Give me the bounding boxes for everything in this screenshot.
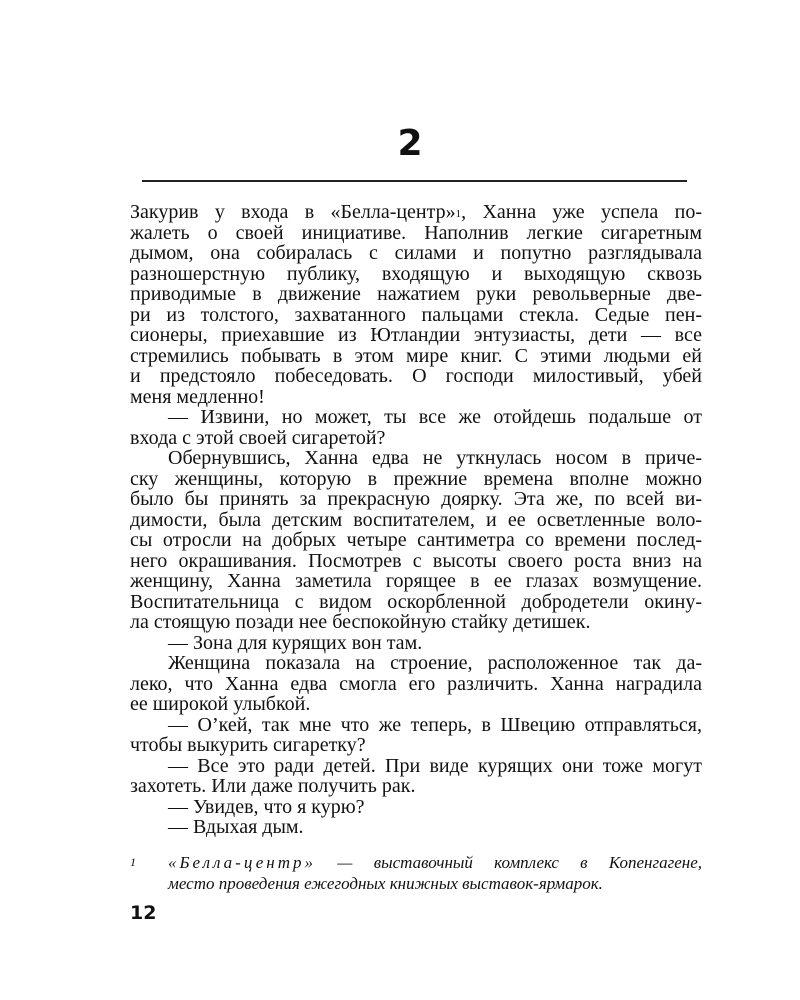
text-line-content: леко, что Ханна едва смогла его различить. Ханна наградила: [130, 672, 702, 695]
text-line: [130, 756, 702, 777]
text-line-content: него окрашивания. Посмотрев с высоты своего роста вниз на: [130, 549, 702, 572]
text-line: [130, 694, 702, 715]
text-line: [130, 797, 702, 818]
text-line: [130, 674, 702, 695]
text-line-content: дымом, она собиралась с силами и попутно разглядывала: [130, 242, 702, 264]
text-line: [130, 346, 702, 367]
text-line-content: жалеть о своей инициативе. Наполнив легкие сигаретным: [130, 221, 702, 244]
text-line-content: стремились побывать в этом мире книг. С этими людьми ей: [130, 344, 702, 367]
text-line: [130, 305, 702, 326]
text-line: [130, 735, 702, 756]
text-line: [130, 612, 702, 633]
footnote-text: [168, 852, 702, 894]
text-line-content: димости, была детским воспитателем, и ее осветленные воло-: [130, 508, 702, 531]
text-line-content: Воспитательница с видом оскорбленной добродетели окину-: [130, 590, 702, 613]
text-line: [130, 633, 702, 654]
text-line-content: Обернувшись, Ханна едва не уткнулась носом в приче-: [168, 447, 702, 469]
text-line: [130, 776, 702, 797]
chapter-divider: [142, 180, 687, 182]
text-line-content: входа с этой своей сигаретой?: [130, 426, 386, 449]
footnote-mark: 1: [130, 855, 136, 869]
text-line-content: ри из толстого, захватанного пальцами стекла. Седые пен-: [130, 303, 702, 326]
text-line: [130, 510, 702, 531]
footnote-line: [168, 852, 702, 873]
text-line-content: — Все это ради детей. При виде курящих они тоже могут: [168, 754, 702, 777]
text-line: [130, 489, 702, 510]
text-line-content: — О’кей, так мне что же теперь, в Швецию отправляться,: [168, 713, 702, 736]
text-line-content: разношерстную публику, входящую и выходящую сквозь: [130, 262, 702, 285]
body-text: [130, 202, 702, 838]
text-line-content: меня медленно!: [130, 385, 265, 408]
text-line-continuation: , Ханна уже успела по-: [461, 201, 702, 223]
footnote-line: место проведения ежегодных книжных выставок-ярмарок.: [168, 874, 603, 893]
text-line-content: — Вдыхая дым.: [168, 816, 304, 838]
text-line-content: ее широкой улыбкой.: [130, 693, 311, 715]
text-line-content: приводимые в движение нажатием руки револьверные две-: [130, 283, 702, 305]
text-line: [130, 715, 702, 736]
text-line-content: Женщина показала на строение, расположенное так да-: [168, 652, 702, 674]
text-line-content: ску женщины, которую в прежние времена вполне можно: [130, 467, 702, 490]
text-line-content: чтобы выкурить сигаретку?: [130, 734, 366, 756]
text-line: [130, 571, 702, 592]
text-line: [130, 428, 702, 449]
text-line: [130, 387, 702, 408]
text-line-content: Закурив у входа в «Белла-центр»: [130, 201, 456, 223]
footnote-term: «Белла-центр»: [168, 853, 317, 872]
footnote-definition: — выставочный комплекс в Копенгагене,: [316, 853, 702, 872]
page-number: 12: [130, 902, 157, 924]
text-line: [130, 653, 702, 674]
text-line-content: женщину, Ханна заметила горящее в ее глазах возмущение.: [130, 570, 702, 592]
text-line: [130, 530, 702, 551]
text-line: [130, 448, 702, 469]
text-line: [130, 817, 702, 838]
text-line-content: — Увидев, что я курю?: [168, 795, 365, 818]
chapter-number: 2: [397, 123, 423, 164]
text-line: [130, 407, 702, 428]
text-line: [130, 469, 702, 490]
text-line: [130, 325, 702, 346]
text-line: [130, 366, 702, 387]
text-line-content: и предстояло побеседовать. О господи милостивый, убей: [130, 365, 702, 387]
text-line: [130, 223, 702, 244]
text-line-content: сионеры, приехавшие из Ютландии энтузиасты, дети — все: [130, 324, 702, 346]
text-line-content: сы отросли на добрых четыре сантиметра со времени послед-: [130, 529, 702, 551]
text-line: [130, 243, 702, 264]
text-line-content: было бы принять за прекрасную доярку. Эта же, по всей ви-: [130, 488, 702, 510]
text-line-content: захотеть. Или даже получить рак.: [130, 775, 416, 797]
text-line: [130, 551, 702, 572]
text-line: [130, 284, 702, 305]
text-line-content: ла стоящую позади нее беспокойную стайку детишек.: [130, 611, 591, 633]
text-line-content: — Извини, но может, ты все же отойдешь подальше от: [168, 406, 702, 428]
footnote-reference[interactable]: 1: [455, 208, 462, 220]
text-line: [130, 202, 702, 223]
text-line: [130, 592, 702, 613]
text-line: [130, 264, 702, 285]
text-line-content: — Зона для курящих вон там.: [168, 631, 423, 654]
